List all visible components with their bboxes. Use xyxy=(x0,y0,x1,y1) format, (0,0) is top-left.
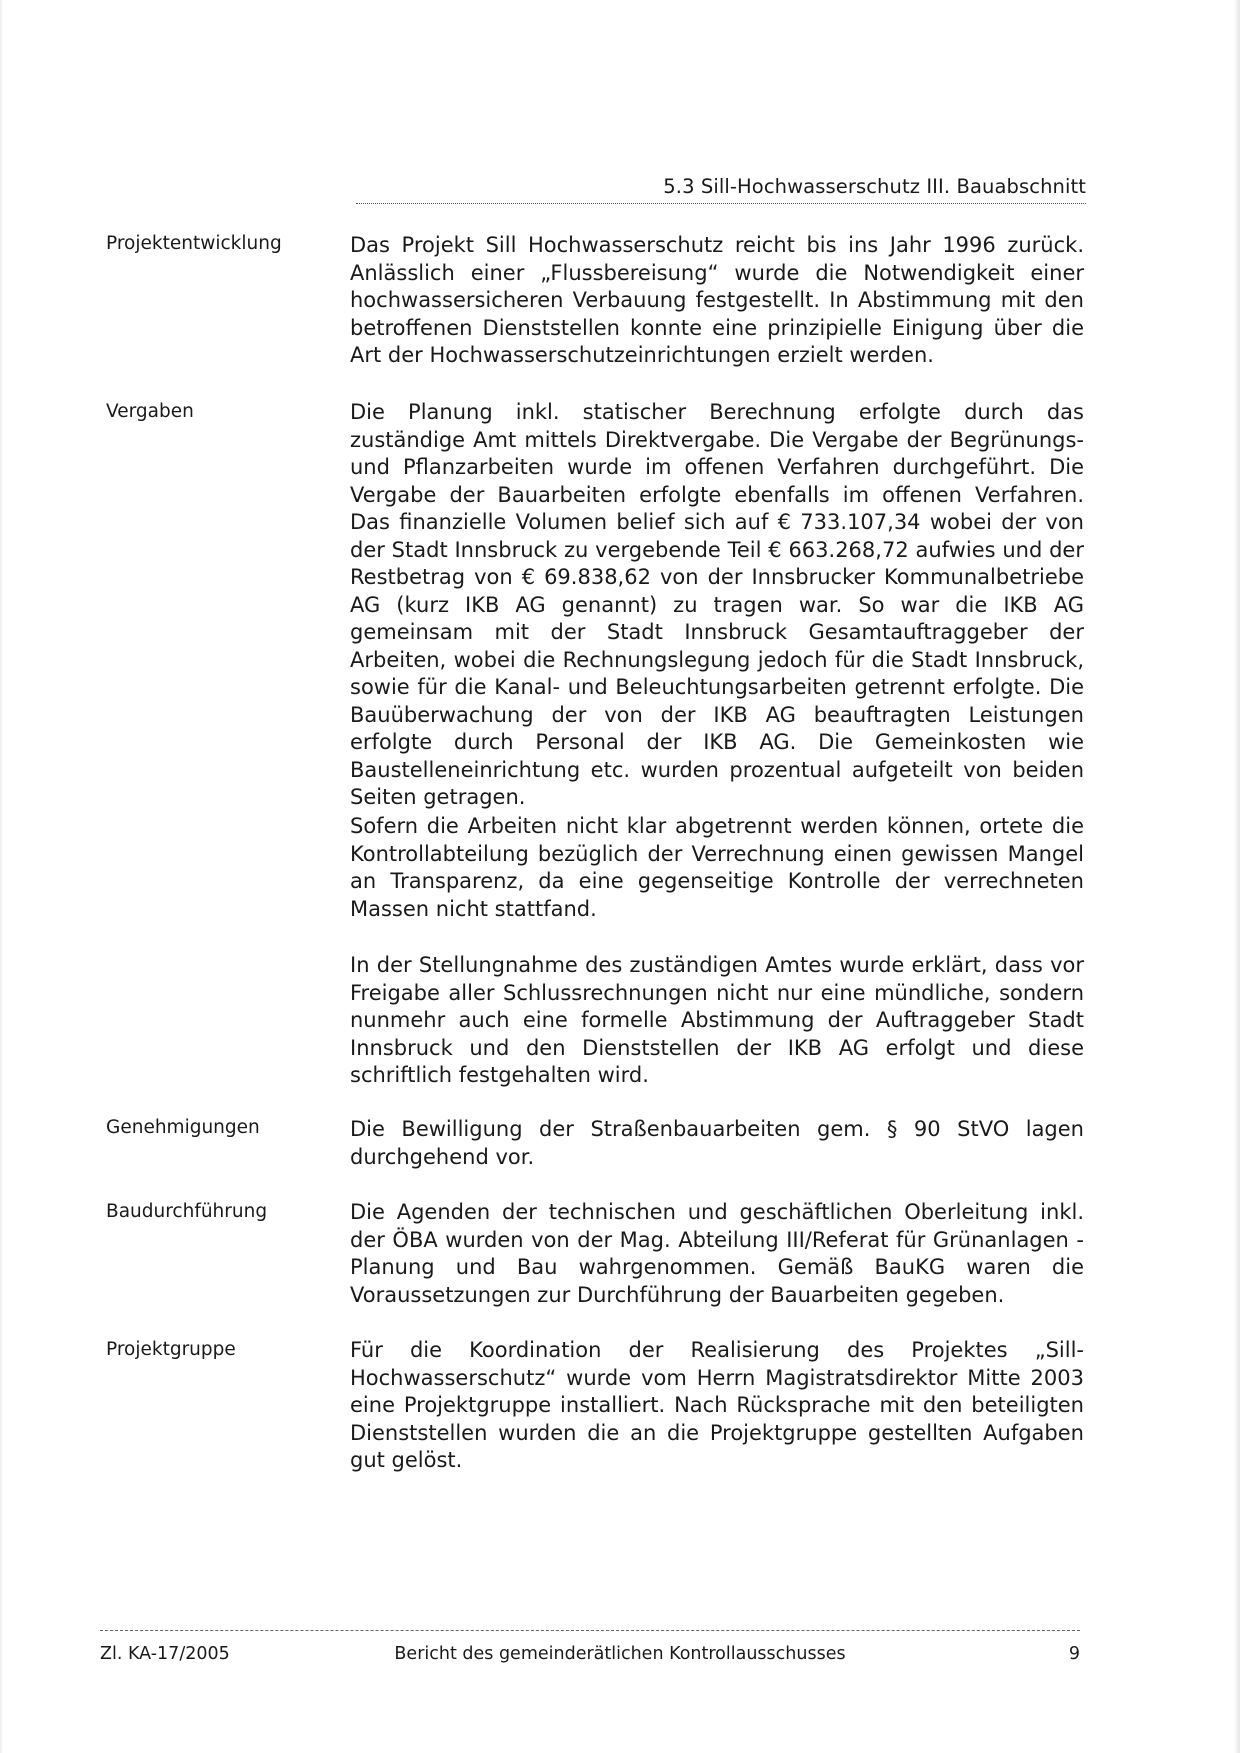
paragraph-projektentwicklung: Das Projekt Sill Hochwasserschutz reicht bis ins Jahr 1996 zurück. Anlässlich einer „Flussbereisung“ wurde die Notwendigkeit einer hochwassersicheren Verbauung festgestellt. In Abstimmung mit den betroffenen Dienststellen konnte eine prinzipielle Einigung über die Art der Hochwasserschutzeinrichtungen erzielt werden. xyxy=(350,233,1084,367)
section-header-title: 5.3 Sill-Hochwasserschutz III. Bauabschnitt xyxy=(663,175,1086,198)
paragraph-projektgruppe: Für die Koordination der Realisierung des Projektes „Sill-Hochwasserschutz“ wurde vom Herrn Magistratsdirektor Mitte 2003 eine Projektgruppe installiert. Nach Rücksprache mit den beteiligten Dienststellen wurden die an die Projektgruppe gestellten Aufgaben gut gelöst. xyxy=(350,1338,1084,1472)
footer-dashed-rule xyxy=(100,1630,1080,1631)
scan-edge-right xyxy=(1234,0,1240,1753)
page-number: 9 xyxy=(1068,1644,1080,1664)
paragraph-vergaben-2: Sofern die Arbeiten nicht klar abgetrennt werden können, ortete die Kontrollabteilung bezüglich der Verrechnung einen gewissen Mangel an Transparenz, da eine gegenseitige Kontrolle der verrechneten Massen nicht stattfand. xyxy=(350,814,1084,921)
margin-label-baudurchfuehrung: Baudurchführung xyxy=(106,1201,268,1222)
header-dotted-rule xyxy=(356,203,1086,204)
margin-label-genehmigungen: Genehmigungen xyxy=(106,1117,260,1138)
margin-label-projektgruppe: Projektgruppe xyxy=(106,1339,236,1360)
footer-report-title: Bericht des gemeinderätlichen Kontrollausschusses xyxy=(394,1644,846,1664)
paragraph-vergaben-1: Die Planung inkl. statischer Berechnung erfolgte durch das zuständige Amt mittels Direktvergabe. Die Vergabe der Begrünungs- und Pflanzarbeiten wurde im offenen Verfahren durchgeführt. Die Vergabe der Bauarbeiten erfolgte ebenfalls im offenen Verfahren. Das finanzielle Volumen belief sich auf € 733.107,34 wobei der von der Stadt Innsbruck zu vergebende Teil € 663.268,72 aufwies und der Restbetrag von € 69.838,62 von der Innsbrucker Kommunalbetriebe AG (kurz IKB AG genannt) zu tragen war. So war die IKB AG gemeinsam mit der Stadt Innsbruck Gesamtauftraggeber der Arbeiten, wobei die Rechnungslegung jedoch für die Stadt Innsbruck, sowie für die Kanal- und Beleuchtungsarbeiten getrennt erfolgte. Die Bauüberwachung der von der IKB AG beauftragten Leistungen erfolgte durch Personal der IKB AG. Die Gemeinkosten wie Baustelleneinrichtung etc. wurden prozentual aufgeteilt von beiden Seiten getragen. xyxy=(350,400,1084,809)
paragraph-vergaben-3: In der Stellungnahme des zuständigen Amtes wurde erklärt, dass vor Freigabe aller Schlussrechnungen nicht nur eine mündliche, sondern nunmehr auch eine formelle Abstimmung der Auftraggeber Stadt Innsbruck und den Dienststellen der IKB AG erfolgt und diese schriftlich festgehalten wird. xyxy=(350,953,1084,1087)
scan-edge-left xyxy=(0,0,3,1753)
paragraph-genehmigungen: Die Bewilligung der Straßenbauarbeiten gem. § 90 StVO lagen durchgehend vor. xyxy=(350,1117,1084,1169)
margin-label-projektentwicklung: Projektentwicklung xyxy=(106,233,282,254)
margin-label-vergaben: Vergaben xyxy=(106,401,194,422)
footer-reference: Zl. KA-17/2005 xyxy=(100,1644,230,1664)
paragraph-baudurchfuehrung: Die Agenden der technischen und geschäftlichen Oberleitung inkl. der ÖBA wurden von der Mag. Abteilung III/Referat für Grünanlagen - Planung und Bau wahrgenommen. Gemäß BauKG waren die Voraussetzungen zur Durchführung der Bauarbeiten gegeben. xyxy=(350,1200,1084,1307)
